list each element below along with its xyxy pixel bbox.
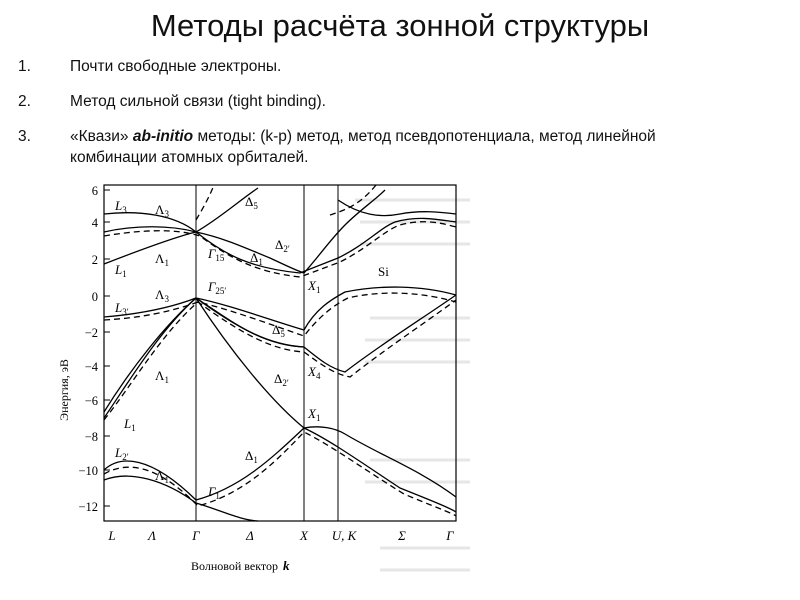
band-label-X1a: $X_1$	[308, 278, 321, 295]
y-ticks	[104, 190, 110, 506]
y-tick-label: 6	[91, 184, 98, 198]
band-label-Lambda1c: $\Lambda_1$	[155, 468, 169, 485]
background-noise	[355, 200, 470, 570]
band-structure-plot	[38, 172, 478, 590]
item-number: 2.	[18, 93, 31, 110]
x-tick-label: Γ	[192, 528, 200, 543]
list-item	[18, 91, 788, 112]
item-number: 3.	[18, 128, 31, 145]
y-axis-label: Энергия, эВ	[57, 359, 71, 421]
slide-title: Методы расчёта зонной структуры	[150, 8, 650, 43]
band-label-Delta2prime-a: $\Delta_{2'}$	[275, 237, 290, 254]
band-label-Lambda3b: $\Lambda_3$	[155, 287, 169, 304]
y-tick-label: −10	[78, 464, 98, 478]
band-structure-figure	[38, 172, 478, 590]
band-label-Lambda3a: $\Lambda_3$	[155, 202, 169, 219]
x-axis-symbol: k	[283, 558, 290, 573]
x-tick-label: Σ	[398, 528, 406, 543]
x-tick-label: Λ	[148, 528, 156, 543]
band-label-X4: $X_4$	[308, 364, 321, 381]
item-text-emphasis: ab-initio	[132, 128, 194, 145]
item-text: Почти свободные электроны.	[70, 58, 282, 75]
item-text-prefix: «Квази»	[70, 128, 133, 145]
band-label-Delta2prime-b: $\Delta_{2'}$	[274, 371, 289, 388]
y-tick-label: −12	[78, 500, 98, 514]
x-tick-label: Γ	[446, 528, 454, 543]
band-label-L1: $L_1$	[115, 262, 127, 279]
list-item	[18, 56, 788, 77]
band-label-Lambda1b: $\Lambda_1$	[155, 368, 169, 385]
dashed-bands	[104, 185, 456, 516]
band-label-L1b: $L_1$	[124, 416, 136, 433]
band-label-Delta1a: $\Delta_1$	[250, 250, 263, 267]
band-label-Delta5b: $\Delta_5$	[272, 322, 285, 339]
band-label-Gamma1: $\Gamma_1$	[208, 484, 220, 501]
band-label-L3: $L_3$	[115, 198, 127, 215]
band-label-Delta1b: $\Delta_1$	[245, 448, 258, 465]
y-tick-label: −6	[84, 394, 98, 408]
item-text: Метод сильной связи (tight binding).	[70, 93, 326, 110]
x-axis-label: Волновой вектор	[191, 559, 278, 573]
method-list	[18, 56, 788, 182]
item-number: 1.	[18, 58, 31, 75]
y-tick-labels	[78, 184, 98, 514]
item-text-suffix: методы: (k-p) метод, метод псевдопотенциала, метод линейной	[193, 128, 656, 145]
material-label: Si	[378, 264, 389, 279]
list-item	[18, 126, 788, 168]
x-tick-label: X	[300, 528, 308, 543]
band-label-Delta5a: $\Delta_5$	[245, 194, 258, 211]
band-label-L3prime: $L_{3'}$	[115, 300, 129, 317]
x-tick-labels	[107, 528, 454, 543]
band-label-Gamma25prime: $\Gamma_{25'}$	[208, 279, 227, 296]
x-tick-label: Δ	[246, 528, 254, 543]
band-label-Lambda1a: $\Lambda_1$	[155, 251, 169, 268]
band-label-X1b: $X_1$	[308, 406, 321, 423]
x-tick-label: U, K	[331, 528, 357, 543]
band-labels	[114, 194, 321, 501]
y-tick-label: −2	[84, 326, 98, 340]
y-tick-label: −8	[84, 430, 98, 444]
y-tick-label: 0	[91, 290, 98, 304]
item-text-line2: комбинации атомных орбиталей.	[70, 149, 309, 166]
band-label-Gamma15: $\Gamma_{15}$	[208, 246, 225, 263]
x-tick-label: L	[108, 528, 116, 543]
band-label-L2prime: $L_{2'}$	[115, 445, 129, 462]
y-tick-label: −4	[84, 360, 98, 374]
y-tick-label: 2	[91, 253, 98, 267]
y-tick-label: 4	[91, 216, 98, 230]
